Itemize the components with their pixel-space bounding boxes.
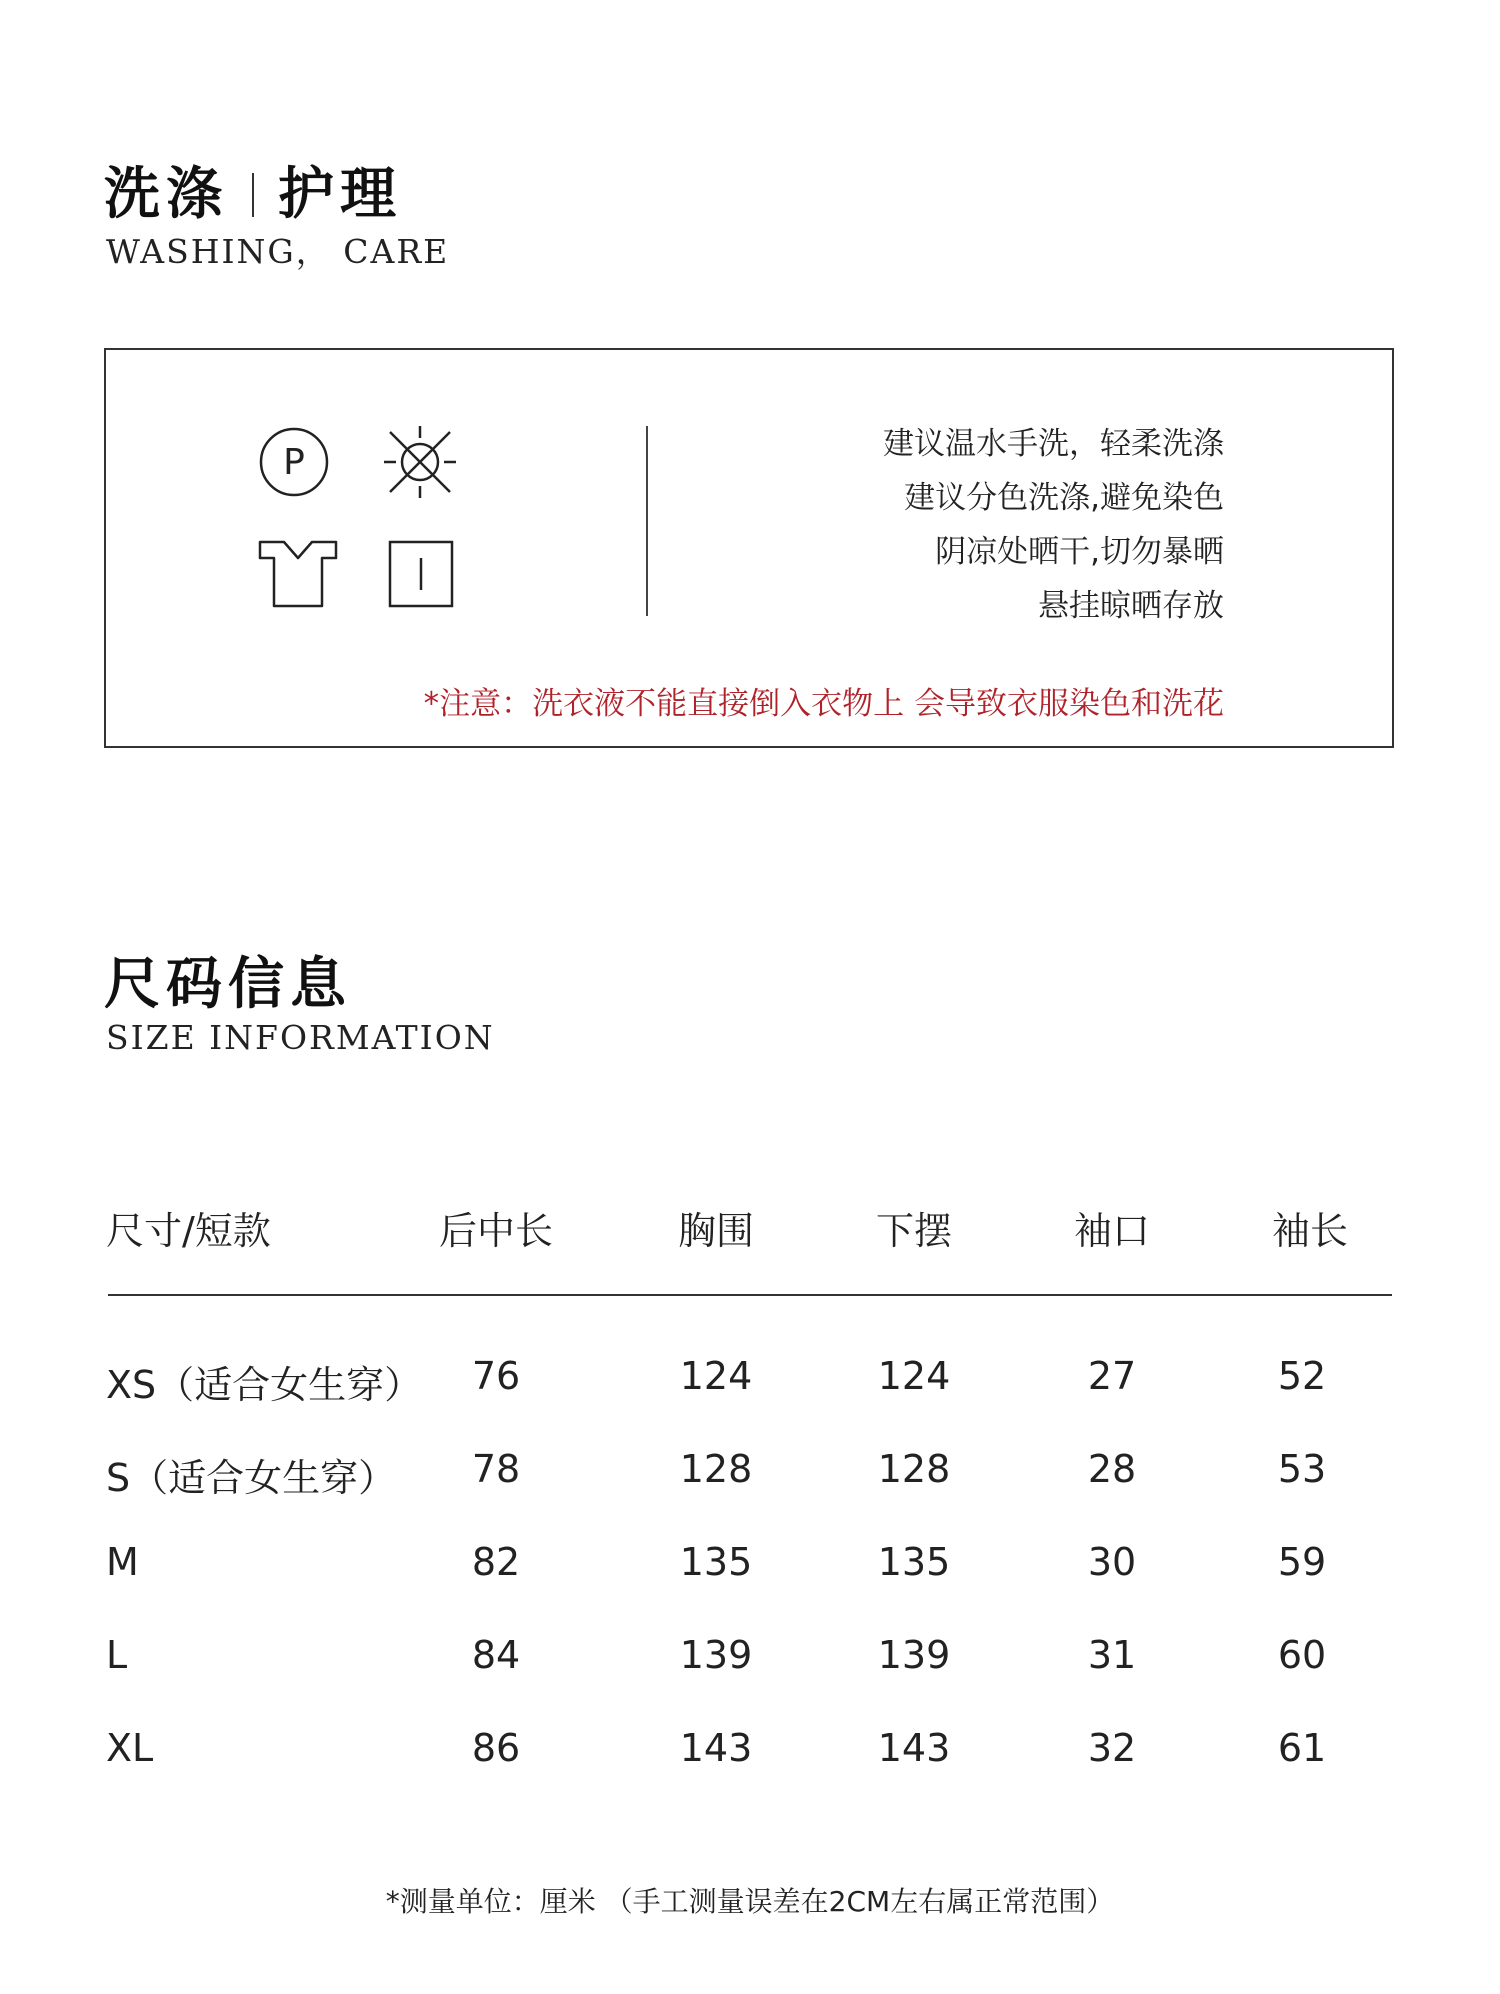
- table-header-cuff: 袖口: [1073, 1209, 1151, 1253]
- table-header-sleeve-length: 袖长: [1271, 1209, 1349, 1253]
- table-cell: 124: [877, 1354, 951, 1398]
- title-separator: [252, 173, 254, 217]
- care-instruction: 悬挂晾晒存放: [1038, 588, 1224, 624]
- measurement-footnote: *测量单位：厘米 （手工测量误差在2CM左右属正常范围）: [385, 1885, 1115, 1918]
- washing-subtitle: WASHING， CARE: [106, 232, 450, 271]
- washing-title: [104, 150, 402, 230]
- table-cell: 139: [679, 1633, 753, 1677]
- table-cell: 139: [877, 1633, 951, 1677]
- dry-clean-letter: P: [283, 442, 305, 483]
- table-cell: 32: [1087, 1726, 1137, 1770]
- table-cell: 53: [1277, 1447, 1327, 1491]
- table-header-hem: 下摆: [875, 1209, 953, 1253]
- care-instruction: 阴凉处晒干,切勿暴晒: [935, 534, 1224, 570]
- table-cell: 128: [877, 1447, 951, 1491]
- table-cell: 52: [1277, 1354, 1327, 1398]
- care-box: [104, 348, 1394, 748]
- table-cell-size: L: [106, 1633, 128, 1677]
- hang-dry-shirt-icon: [256, 538, 340, 610]
- table-cell: 143: [679, 1726, 753, 1770]
- table-cell: 60: [1277, 1633, 1327, 1677]
- table-cell: 28: [1087, 1447, 1137, 1491]
- table-cell-size: M: [106, 1540, 139, 1584]
- table-cell: 82: [471, 1540, 521, 1584]
- no-sun-dry-icon: [380, 422, 460, 502]
- dry-clean-p-icon: [258, 426, 330, 498]
- table-cell-size: XS（适合女生穿）: [106, 1363, 423, 1407]
- table-cell: 61: [1277, 1726, 1327, 1770]
- table-header-size: 尺寸/短款: [106, 1209, 271, 1253]
- care-instruction: 建议温水手洗，轻柔洗涤: [883, 426, 1224, 462]
- table-cell: 31: [1087, 1633, 1137, 1677]
- table-cell: 30: [1087, 1540, 1137, 1584]
- table-cell: 128: [679, 1447, 753, 1491]
- table-cell-size: S（适合女生穿）: [106, 1456, 397, 1500]
- table-cell: 86: [471, 1726, 521, 1770]
- table-header-back-length: 后中长: [438, 1209, 554, 1253]
- table-cell: 143: [877, 1726, 951, 1770]
- table-cell: 27: [1087, 1354, 1137, 1398]
- washing-title-left: 洗涤: [104, 162, 228, 227]
- table-cell: 135: [877, 1540, 951, 1584]
- table-header-chest: 胸围: [677, 1209, 755, 1253]
- size-title: 尺码信息: [104, 952, 352, 1017]
- table-header-rule: [108, 1294, 1392, 1296]
- care-warning-note: *注意：洗衣液不能直接倒入衣物上 会导致衣服染色和洗花: [423, 686, 1224, 722]
- table-cell: 84: [471, 1633, 521, 1677]
- washing-title-right: 护理: [278, 162, 402, 227]
- table-cell-size: XL: [106, 1726, 154, 1770]
- table-cell: 59: [1277, 1540, 1327, 1584]
- table-cell: 124: [679, 1354, 753, 1398]
- table-cell: 76: [471, 1354, 521, 1398]
- care-instruction: 建议分色洗涤,避免染色: [904, 480, 1224, 516]
- table-cell: 135: [679, 1540, 753, 1584]
- table-cell: 78: [471, 1447, 521, 1491]
- care-divider: [646, 426, 648, 616]
- line-dry-icon: [388, 540, 454, 608]
- size-subtitle: SIZE INFORMATION: [106, 1018, 495, 1057]
